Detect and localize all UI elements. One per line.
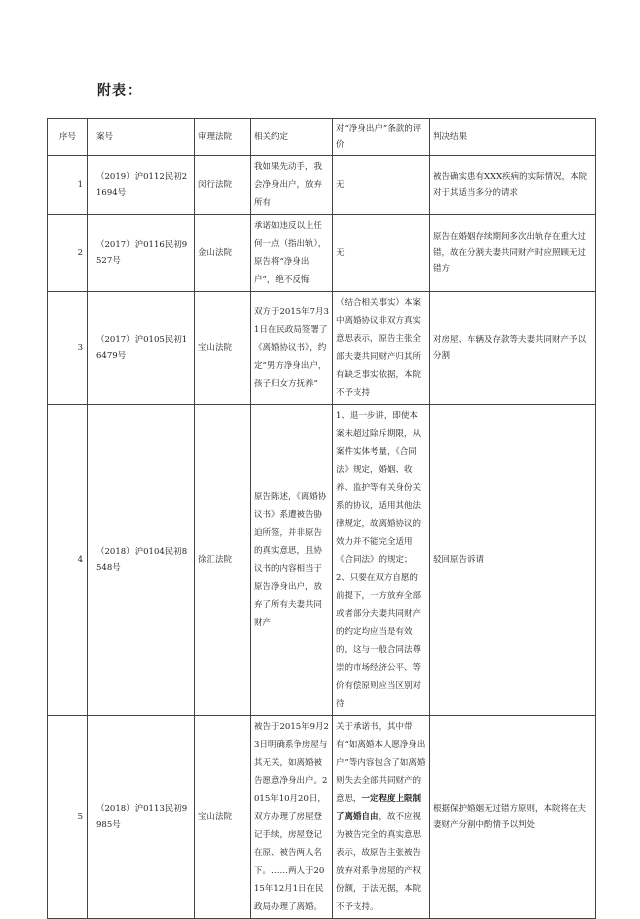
header-result: 判决结果 xyxy=(430,119,596,156)
row-num: 5 xyxy=(48,716,88,919)
row-court: 金山法院 xyxy=(195,215,251,292)
evaluation-text: 1、退一步讲，即使本案未超过除斥期限，从案件实体考量，《合同法》规定，婚姻、收养、监护等有关身份关系的协议，适用其他法律规定，故离婚协议的效力并不能完全适用《合同法》的规定；2、只要在双方自愿的前提下，一方放弃全部或者部分夫妻共同财产的约定均应当是有效的，这与一般合同法尊崇的市场经济公平、等价有偿原则应当区别对待 xyxy=(336,411,422,709)
evaluation-text-tail: ，故不应视为被告完全的真实意思表示，故原告主张被告放弃对系争房屋的产权份额，于法无据，本院不予支持。 xyxy=(336,812,422,912)
row-num: 4 xyxy=(48,405,88,716)
row-result: 被告确实患有XXX疾病的实际情况，本院对于其适当多分的请求 xyxy=(430,156,596,215)
appendix-table xyxy=(47,118,596,919)
row-case: （2018）沪0113民初9985号 xyxy=(88,716,195,919)
row-num: 2 xyxy=(48,215,88,292)
row-agreement: 双方于2015年7月31日在民政局签署了《离婚协议书》，约定“男方净身出户，孩子归女方抚养” xyxy=(251,292,333,405)
page-title: 附表： xyxy=(97,83,142,99)
header-num: 序号 xyxy=(48,119,88,156)
table-header-row xyxy=(48,119,596,156)
row-num: 1 xyxy=(48,156,88,215)
row-evaluation xyxy=(333,215,430,292)
header-case: 案号 xyxy=(88,119,195,156)
row-case: （2017）沪0116民初9527号 xyxy=(88,215,195,292)
evaluation-bold-text: 一定程度上限制了离婚自由 xyxy=(336,794,422,822)
header-agreement: 相关约定 xyxy=(251,119,333,156)
header-court: 审理法院 xyxy=(195,119,251,156)
row-evaluation xyxy=(333,156,430,215)
evaluation-text: 无 xyxy=(336,180,345,190)
row-agreement: 我如果先动手，我会净身出户，放弃所有 xyxy=(251,156,333,215)
row-result: 根据保护婚姻无过错方原则，本院将在夫妻财产分割中酌情予以判处 xyxy=(430,716,596,919)
table-row xyxy=(48,292,596,405)
row-court: 徐汇法院 xyxy=(195,405,251,716)
row-case: （2018）沪0104民初8548号 xyxy=(88,405,195,716)
row-num: 3 xyxy=(48,292,88,405)
table-row xyxy=(48,405,596,716)
row-result: 对房屋、车辆及存款等夫妻共同财产予以分割 xyxy=(430,292,596,405)
table-row xyxy=(48,215,596,292)
row-court: 宝山法院 xyxy=(195,292,251,405)
row-court: 宝山法院 xyxy=(195,716,251,919)
header-evaluation: 对“净身出户”条款的评价 xyxy=(333,119,430,156)
row-evaluation xyxy=(333,405,430,716)
evaluation-text: 无 xyxy=(336,248,345,258)
row-evaluation xyxy=(333,716,430,919)
table-row xyxy=(48,716,596,919)
row-court: 闵行法院 xyxy=(195,156,251,215)
row-evaluation xyxy=(333,292,430,405)
row-case: （2017）沪0105民初16479号 xyxy=(88,292,195,405)
row-agreement: 被告于2015年9月23日明确系争房屋与其无关，如离婚被告愿意净身出户。2015年10月20日，双方办理了房屋登记手续，房屋登记在原、被告两人名下。……两人于2015年12月1日在民政局办理了离婚。 xyxy=(251,716,333,919)
row-result: 驳回原告诉请 xyxy=(430,405,596,716)
row-result: 原告在婚姻存续期间多次出轨存在重大过错，故在分割夫妻共同财产时应照顾无过错方 xyxy=(430,215,596,292)
row-agreement: 原告陈述，《离婚协议书》系遭被告胁迫所签，并非原告的真实意思，且协议书的内容相当于原告净身出户，放弃了所有夫妻共同财产 xyxy=(251,405,333,716)
table-row xyxy=(48,156,596,215)
row-agreement: 承诺如违反以上任何一点（指出轨），原告将“净身出户”，绝不反悔 xyxy=(251,215,333,292)
evaluation-text: （结合相关事实）本案中离婚协议非双方真实意思表示，原告主张全部夫妻共同财产归其所有缺乏事实依据，本院不予支持 xyxy=(336,298,422,398)
row-case: （2019）沪0112民初21694号 xyxy=(88,156,195,215)
evaluation-text: 关于承诺书，其中带有“如离婚本人愿净身出户”等内容包含了如离婚则失去全部共同财产的意思， xyxy=(336,722,426,804)
